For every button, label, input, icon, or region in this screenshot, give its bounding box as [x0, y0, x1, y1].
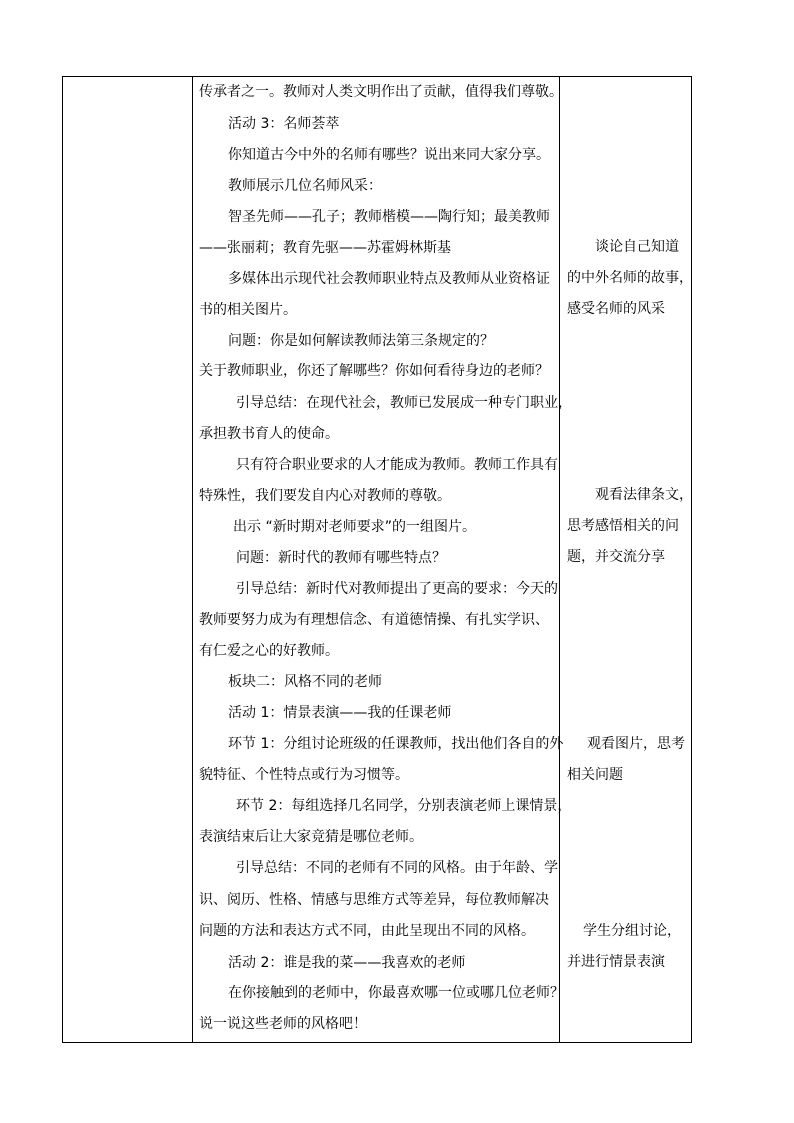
content-line: 引导总结：新时代对教师提出了更高的要求：今天的 [236, 581, 558, 597]
content-line: 出示 “新时期对老师要求”的一组图片。 [233, 519, 476, 535]
student-activity-line: 思考感悟相关的问 [567, 518, 679, 534]
content-line: 承担教书育人的使命。 [199, 426, 339, 442]
content-line: 只有符合职业要求的人才能成为教师。教师工作具有 [236, 457, 558, 473]
student-activity-line: 观看图片，思考 [587, 736, 685, 752]
content-line: 引导总结：在现代社会，教师已发展成一种专门职业， [236, 395, 572, 411]
content-line: 活动 3：名师荟萃 [228, 116, 340, 132]
content-line: 在你接触到的老师中，你最喜欢哪一位或哪几位老师？ [228, 985, 564, 1001]
content-line: 表演结束后让大家竞猜是哪位老师。 [199, 829, 423, 845]
content-line: 教师展示几位名师风采： [228, 178, 382, 194]
content-line: 貌特征、个性特点或行为习惯等。 [199, 767, 409, 783]
content-line: 活动 2：谁是我的菜——我喜欢的老师 [228, 955, 466, 971]
content-line: 板块二：风格不同的老师 [228, 674, 382, 690]
student-activity-line: 题，并交流分享 [567, 549, 665, 565]
content-line: 环节 1：分组讨论班级的任课教师，找出他们各自的外 [228, 736, 564, 752]
content-line: 引导总结：不同的老师有不同的风格。由于年龄、学 [236, 860, 558, 876]
content-line: 书的相关图片。 [199, 302, 297, 318]
student-activity-line: 的中外名师的故事， [567, 270, 693, 286]
content-line: 环节 2：每组选择几名同学，分别表演老师上课情景， [236, 798, 572, 814]
content-line: 你知道古今中外的名师有哪些？说出来同大家分享。 [228, 147, 550, 163]
student-activity-line: 感受名师的风采 [567, 301, 665, 317]
student-activity-line: 相关问题 [567, 767, 623, 783]
content-line: 问题的方法和表达方式不同，由此呈现出不同的风格。 [199, 923, 535, 939]
column-divider-left [192, 77, 193, 1042]
content-line: 问题：新时代的教师有哪些特点？ [236, 550, 446, 566]
content-line: ——张丽莉；教育先驱——苏霍姆林斯基 [199, 240, 451, 256]
student-activity-line: 学生分组讨论， [583, 923, 681, 939]
content-line: 识、阅历、性格、情感与思维方式等差异，每位教师解决 [199, 892, 549, 908]
content-line: 教师要努力成为有理想信念、有道德情操、有扎实学识、 [199, 612, 549, 628]
content-line: 有仁爱之心的好教师。 [199, 643, 339, 659]
student-activity-line: 观看法律条文， [595, 487, 693, 503]
content-line: 问题：你是如何解读教师法第三条规定的？ [228, 333, 494, 349]
content-line: 特殊性，我们要发自内心对教师的尊敬。 [199, 488, 451, 504]
student-activity-line: 谈论自己知道 [595, 239, 679, 255]
content-line: 智圣先师——孔子；教师楷模——陶行知；最美教师 [228, 209, 550, 225]
student-activity-line: 并进行情景表演 [567, 954, 665, 970]
content-line: 多媒体出示现代社会教师职业特点及教师从业资格证 [228, 271, 550, 287]
content-line: 说一说这些老师的风格吧！ [199, 1016, 367, 1032]
content-line: 传承者之一。教师对人类文明作出了贡献，值得我们尊敬。 [199, 84, 563, 100]
column-divider-right [559, 77, 560, 1042]
content-line: 关于教师职业，你还了解哪些？你如何看待身边的老师？ [199, 363, 549, 379]
content-line: 活动 1：情景表演——我的任课老师 [228, 705, 452, 721]
